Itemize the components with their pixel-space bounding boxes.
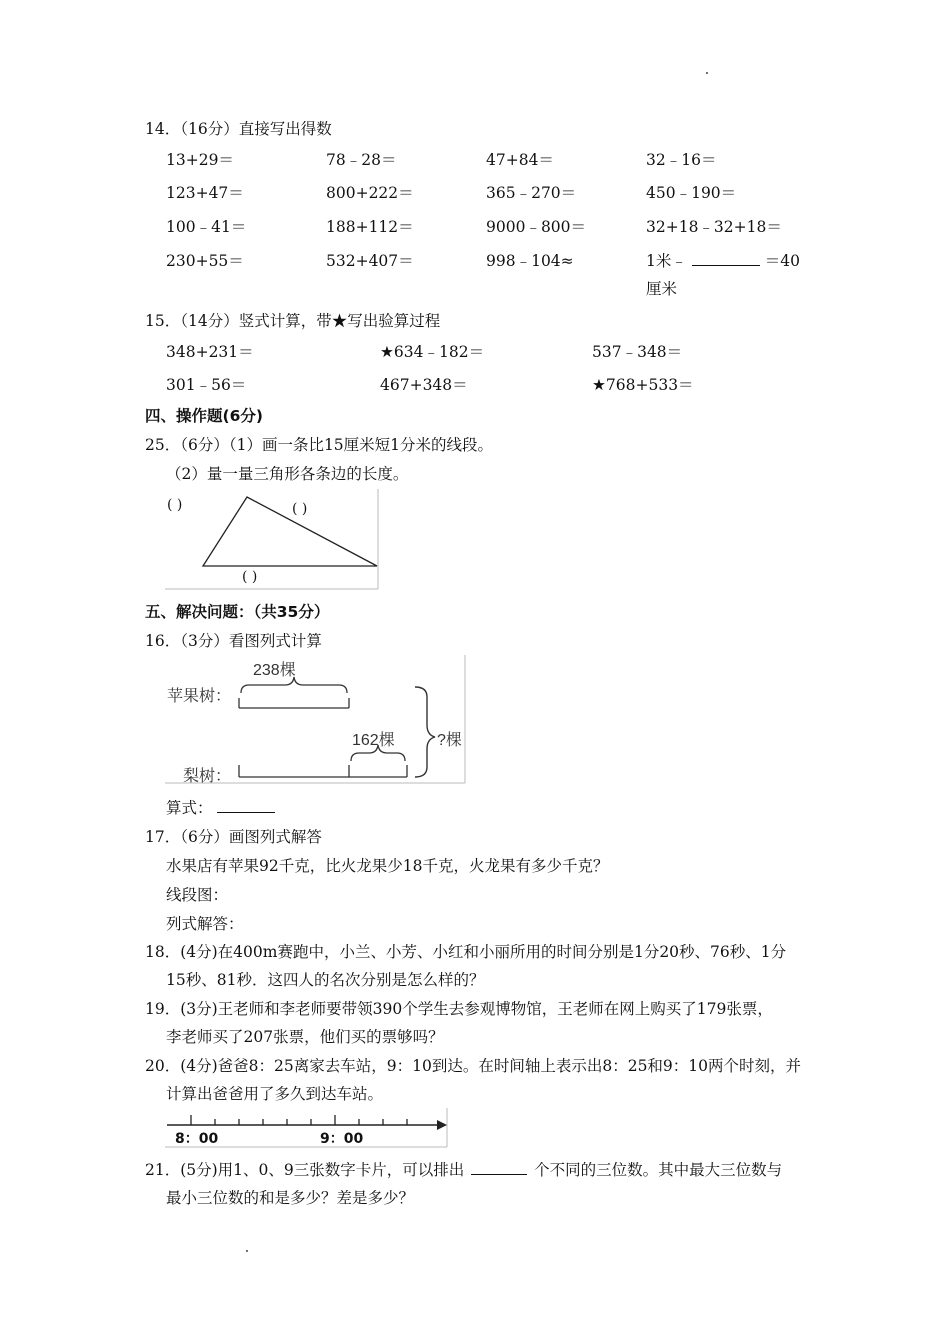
q15-item: ★768+533＝ [592, 376, 694, 394]
pear-tree-label: 梨树： [183, 768, 232, 785]
q21-text-b: 个不同的三位数。其中最大三位数与 [534, 1161, 783, 1179]
q21-line1 [145, 1158, 782, 1180]
q15-item: 301﹣56＝ [166, 376, 247, 394]
q17-text: 水果店有苹果92千克，比火龙果少18千克，火龙果有多少千克？ [166, 857, 609, 875]
apple-count-label: 238棵 [253, 662, 296, 679]
triangle-shape [203, 497, 377, 566]
tree-count-diagram [165, 655, 466, 784]
q14-item: 100﹣41＝ [166, 218, 247, 236]
section-heading-5: 五、解决问题：（共35分） [145, 603, 330, 621]
q17-answer-label: 列式解答： [166, 915, 244, 933]
q18-line2: 15秒、81秒．这四人的名次分别是怎么样的？ [166, 971, 485, 989]
q20-line1: 20．(4分)爸爸8：25离家去车站，9：10到达。在时间轴上表示出8：25和9：10两个时刻，并 [145, 1057, 802, 1075]
q14-item: 13+29＝ [166, 151, 234, 169]
q14-item: 450﹣190＝ [646, 184, 737, 202]
section-heading-4: 四、操作题(6分) [145, 407, 263, 425]
q15-item: 348+231＝ [166, 343, 254, 361]
q19-line1: 19．(3分)王老师和李老师要带领390个学生去参观博物馆，王老师在网上购买了179张票， [145, 1000, 773, 1018]
q15-item: 537﹣348＝ [592, 343, 683, 361]
paren-left-side: ( ) [167, 497, 183, 513]
q18-line1: 18．(4分)在400m赛跑中，小兰、小芳、小红和小丽所用的时间分别是1分20秒、76秒、1分 [145, 943, 787, 961]
q17-title: 17．（6分）画图列式解答 [145, 828, 322, 846]
formula-blank[interactable] [217, 798, 275, 813]
answer-blank[interactable] [692, 251, 760, 266]
q14-item: 800+222＝ [326, 184, 414, 202]
q25-line1: 25．（6分）（1）画一条比15厘米短1分米的线段。 [145, 436, 494, 454]
q14-item: 9000﹣800＝ [486, 218, 587, 236]
time-axis-figure [165, 1108, 448, 1148]
q14-item: 998﹣104≈ [486, 252, 574, 270]
apple-tree-label: 苹果树： [167, 688, 232, 705]
q14-item: 230+55＝ [166, 252, 244, 270]
time-label-8: 8：00 [175, 1131, 219, 1147]
q16-formula [166, 796, 275, 818]
paren-right-side: ( ) [292, 501, 308, 517]
paren-bottom-side: ( ) [242, 569, 258, 585]
q15-item: 467+348＝ [380, 376, 468, 394]
time-label-9: 9：00 [320, 1131, 364, 1147]
q17-diagram-label: 线段图： [166, 886, 229, 904]
triangle-figure [165, 489, 379, 590]
q14-item: 123+47＝ [166, 184, 244, 202]
q14-last-item [646, 249, 800, 271]
q14-item: 32+18﹣32+18＝ [646, 218, 782, 236]
q14-item: 365﹣270＝ [486, 184, 577, 202]
q14-last-prefix: 1米﹣ [646, 252, 687, 270]
triangle-diagram [165, 489, 379, 590]
q15-item: ★634﹣182＝ [380, 343, 485, 361]
pear-extra-label: 162棵 [352, 732, 395, 749]
q14-last-line2: 厘米 [646, 280, 678, 298]
total-question-label: ?棵 [437, 732, 462, 749]
q14-item: 47+84＝ [486, 151, 554, 169]
q14-last-suffix: ＝40 [764, 252, 800, 270]
q21-line2: 最小三位数的和是多少？差是多少？ [166, 1189, 415, 1207]
q25-line2: （2）量一量三角形各条边的长度。 [166, 465, 409, 483]
q19-line2: 李老师买了207张票，他们买的票够吗？ [166, 1028, 444, 1046]
footer-dot [246, 1250, 248, 1252]
corner-dot [706, 72, 708, 74]
q14-title: 14．（16分）直接写出得数 [145, 120, 332, 138]
q15-title: 15．（14分）竖式计算，带★写出验算过程 [145, 312, 441, 330]
q14-item: 532+407＝ [326, 252, 414, 270]
q14-item: 78﹣28＝ [326, 151, 397, 169]
q16-title: 16．（3分）看图列式计算 [145, 632, 322, 650]
q14-item: 188+112＝ [326, 218, 414, 236]
formula-label: 算式： [166, 799, 213, 817]
q21-text-a: 21．(5分)用1、0、9三张数字卡片，可以排出 [145, 1161, 465, 1179]
q20-line2: 计算出爸爸用了多久到达车站。 [166, 1085, 384, 1103]
q21-blank[interactable] [471, 1160, 527, 1175]
q14-item: 32﹣16＝ [646, 151, 717, 169]
